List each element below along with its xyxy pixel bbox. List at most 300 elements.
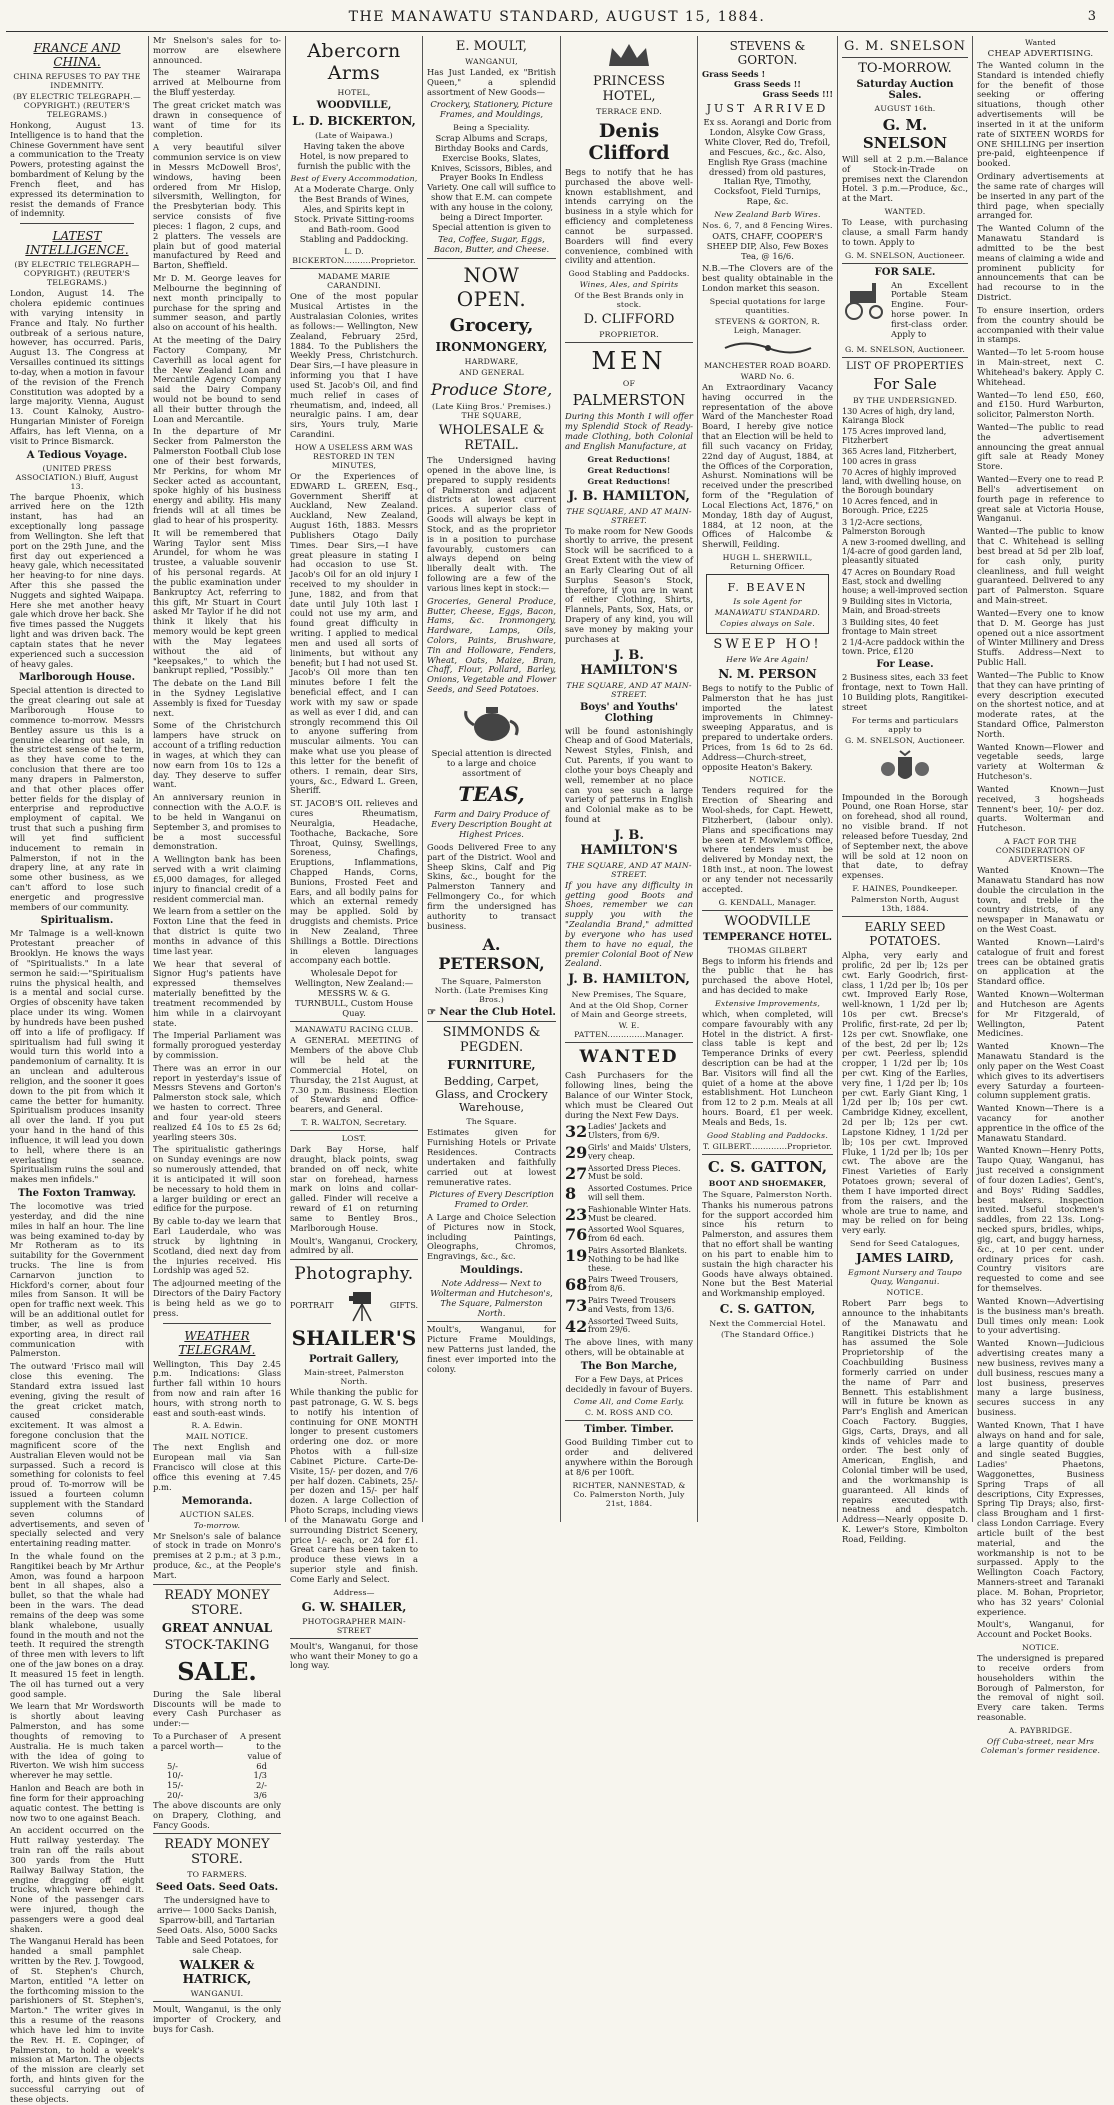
- gallery-address: Main-street, Palmerston North.: [303, 1368, 405, 1387]
- article-text: The outward 'Frisco mail will close this evening. The Standard extra issued last evening, giving the result of the great cricket match, caused considerable excitement. It was almost a foregone conclusion that the magnificent score of the Australian Eleven would not be surpassed. Such a record is something for colonists to feel proud of. To-morrow will be issued a fourteen column supplement with the Standard seven columns of advertisements, and seven of specially selected and very entertaining reading matter.: [10, 1361, 144, 1549]
- moult-speciality: Being a Speciality.: [453, 123, 530, 133]
- divider: [427, 1021, 556, 1022]
- bickerton-name: L. D. BICKERTON,: [292, 114, 416, 128]
- headline-tedious-voyage: A Tedious Voyage.: [26, 449, 128, 461]
- masthead: [0, 0, 1114, 32]
- article-text: The Imperial Parliament was formally prorogued yesterday by commission.: [153, 1030, 281, 1060]
- grocery-heading: Grocery,: [449, 315, 534, 337]
- gilbert-signature: T. GILBERT..............Proprietor.: [702, 1141, 833, 1151]
- headline-weather: WEATHER TELEGRAM.: [178, 1328, 256, 1357]
- princess-heading: PRINCESS HOTEL,: [592, 74, 666, 104]
- patten-manager: W. E. PATTEN..............Manager.: [574, 1021, 684, 1040]
- divider: [163, 1323, 271, 1324]
- august-16: AUGUST 16th.: [874, 104, 936, 113]
- catalogues: Send for Seed Catalogues,: [850, 1239, 960, 1249]
- beaven-name: F. BEAVEN: [727, 580, 808, 594]
- sale-text: During the Sale liberal Discounts will be made to every Cash Purchaser as under:—: [153, 1688, 281, 1729]
- gifts-label: GIFTS.: [389, 1300, 418, 1310]
- photography-heading: Photography.: [294, 1264, 414, 1285]
- wanted-row-count: 19: [565, 1245, 588, 1265]
- carandini-heading: MADAME MARIE CARANDINI.: [317, 272, 391, 291]
- wanted-item: Wanted Known—Wolterman and Hutcheson are Agents for Mr Fitzgerald, of Wellington, Patent Medicines.: [977, 989, 1104, 1039]
- wanted-row: [565, 1206, 693, 1224]
- sale-row-amount: 10/-: [167, 1770, 184, 1781]
- lines-text: Groceries, General Produce, Butter, Cheese, Eggs, Bacon, Hams, &c. Ironmongery, Hardware, Lamps, Oils, Colors, Paints, Brushware, Tin and Holloware, Fenders, Wheat, Oats, Maize, Bran, Chaff, Flour, Pollard, Barley, Onions, Vegetable and Flower Seeds, and Seed Potatoes.: [427, 595, 556, 695]
- moult-items: Crockery, Stationery, Picture Frames, and Mouldings,: [430, 99, 553, 120]
- masthead-rule: [6, 31, 1108, 32]
- reductions-1: Great Reductions!: [587, 454, 671, 464]
- to-farmers: TO FARMERS.: [187, 1870, 247, 1880]
- sweep-heading: SWEEP HO!: [713, 636, 822, 652]
- bickerton-text-2: At a Moderate Charge. Only the Best Brands of Wines, Ales, and Spirits kept in Stock. Private Sitting-rooms and Bath-room. Good Stabling and Paddocking.: [294, 184, 414, 244]
- wanted-row-count: 76: [565, 1225, 588, 1245]
- wanted-item: Wanted—Every one to read P. Bell's advertisement on fourth page in reference to great sale at Victoria House, Wanganui.: [977, 474, 1104, 524]
- sale-row-amount: 20/-: [167, 1790, 184, 1801]
- peterson-heading: A. PETERSON,: [438, 935, 545, 974]
- wanted-heading: WANTED: [579, 1047, 679, 1068]
- article-text: In the departure of Mr Secker from Palmerston the Palmerston Football Club lose one of their best forwards, Mr Perkins, for whom Mr Secker acted as accountant, spoke highly of his business energy and ability. His many friends will at all times be glad to hear of his prosperity.: [153, 426, 281, 525]
- article-text: By cable to-day we learn that Earl Lauderdale, who was struck by lightning in Scotland, died next day from the injuries received. His Lordship was aged 52.: [153, 1216, 281, 1276]
- come-all: Come All, and Come Early.: [573, 1397, 685, 1407]
- wanted-row-count: 73: [565, 1295, 588, 1315]
- moult-ad: Moult's, Wanganui, for those who want their Money to go a long way.: [290, 1640, 418, 1671]
- timber-heading: Timber. Timber.: [584, 1424, 674, 1436]
- headline-france-china: FRANCE AND CHINA.: [33, 41, 121, 69]
- column-3: [286, 36, 423, 1671]
- during-text: During this Month I will offer my Splendid Stock of Ready-made Clothing, both Colonial and English Manufacture, at: [565, 411, 693, 451]
- and-general-label: AND GENERAL: [459, 368, 524, 378]
- column-2: [149, 35, 286, 2034]
- wanted-heading: WANTED.: [884, 207, 926, 217]
- stevens-signature: STEVENS & GORTON, R. Leigh, Manager.: [714, 316, 821, 335]
- engine-row: [842, 281, 968, 343]
- divider: [290, 1638, 418, 1639]
- person-name: N. M. PERSON: [718, 666, 817, 681]
- wanted-row-count: 27: [565, 1163, 588, 1183]
- great-annual: GREAT ANNUAL: [161, 1620, 273, 1635]
- wanted-row-text: Fashionable Winter Hats. Must be cleared.: [588, 1204, 692, 1223]
- article-text: An accident occurred on the Hutt railway yesterday. The train ran off the rails about 300 yards from the Hutt Railway Bailway Station, the engine dragging off eight trucks, which were behind it. None of the passenger cars were injured, though the passengers were a good deal shaken.: [10, 1825, 144, 1934]
- article-text: Some of the Christchurch lampers have struck on account of a trifling reduction in wages, at which they can now earn from 10s to 12s a day. They deserve to suffer want.: [153, 720, 281, 790]
- hardware-label: HARDWARE,: [464, 357, 519, 367]
- proprietor: PROPRIETOR.: [599, 330, 659, 340]
- shailer-name: G. W. SHAILER,: [301, 1599, 407, 1614]
- article-text: The adjourned meeting of the Directors of the Dairy Factory is being held as we go to press.: [153, 1278, 281, 1318]
- hamilton-1: J. B. HAMILTON,: [568, 488, 690, 504]
- gilbert-text: Begs to inform his friends and the public that he has purchased the above Hotel, and has decided to make: [702, 955, 833, 996]
- divider: [565, 1420, 693, 1421]
- subhead-indemnity: CHINA REFUSES TO PAY THE INDEMNITY.: [13, 72, 141, 90]
- divider: [842, 357, 968, 358]
- notice-heading: NOTICE.: [748, 775, 787, 785]
- wanted-intro: The Wanted column in the Standard is intended chiefly for the benefit of those seeking or offering situations, though other advertisements will be inserted in it at the uniform rate of SIXTEEN WORDS for ONE SHILLING per insertion pre-paid, eighteenpence if booked.: [977, 60, 1104, 169]
- wanted-row-text: Girls' and Maids' Ulsters, very cheap.: [588, 1143, 692, 1161]
- headline-foxton: The Foxton Tramway.: [17, 1188, 137, 1200]
- woodville-heading: WOODVILLE: [724, 913, 811, 929]
- hamilton-2: J. B. HAMILTON'S: [580, 647, 678, 678]
- article-text: The steamer Wairarapa arrived at Melbourne from the Bluff yesterday.: [153, 67, 281, 98]
- fencing-wires: Nos. 6, 7, and 8 Fencing Wires.: [702, 220, 833, 230]
- nightsoil-text: The undersigned is prepared to receive orders from householders within the Borough of Palmerston, for the removal of night soil. Every care taken. Terms reasonable.: [977, 1653, 1104, 1723]
- wanted-row: [565, 1297, 693, 1315]
- wanted-item: Wanted Known—Just received, 3 hogsheads Tennent's beer, 10/- per doz. quarts. Wolterman and Hutcheson.: [977, 783, 1104, 834]
- divider: [153, 1584, 281, 1585]
- source-line: (BY ELECTRIC TELEGRAPH.—COPYRIGHT.) (REUTER'S TELEGRAMS.): [13, 92, 141, 119]
- wanted-item: Wanted Known—There is a vacancy for another apprentice in the office of the Manawatu Standard.: [977, 1103, 1104, 1143]
- wanted-row: [565, 1276, 693, 1294]
- wanted-item: Moult's, Wanganui, for Account and Pocket Books.: [977, 1619, 1104, 1640]
- just-arrived: JUST ARRIVED: [706, 102, 829, 116]
- sale-col-left: To a Purchaser of a parcel worth—: [153, 1731, 228, 1751]
- by-undersigned: BY THE UNDERSIGNED.: [852, 395, 957, 405]
- boys-text: will be found astonishingly Cheap and of Good Materials, Newest Styles, Finish, and Cut. Parents, if you want to clothe your boys Cheaply and well, remember at no place can you see such a large variety of patterns in English and Colonial make as to be found at: [565, 725, 693, 824]
- saturday-sales: Saturday Auction Sales.: [856, 79, 954, 101]
- gilbert-text-2: which, when completed, will compare favourably with any Hotel in the district. A first-class table is kept and Temperance Drinks of every description can be had at the Bar. Visitors will find all the quiet of a home at the above establishment. Hot Luncheon from 12 to 2 p.m. Meals at all hours. Board, £1 per week. Meals and Beds, 1s.: [702, 1008, 833, 1127]
- beaven-sub: Is sole Agent for: [733, 596, 802, 606]
- sale-row-present: 3/6: [253, 1790, 267, 1801]
- wanted-row: [565, 1165, 693, 1183]
- produce-store-heading: Produce Store,: [430, 380, 553, 400]
- timber-text: Good Building Timber cut to order and delivered anywhere within the Borough at 8/6 per 100ft.: [565, 1437, 693, 1477]
- article-text: The locomotive was tried yesterday, and did the nine miles in half an hour. The line was being examined to-day by Mr Rotheram as to its suitability for the Government trucks. The line is from Carnarvon junction to Hickford's corner, about four miles from Sanson. It will be open for traffic next week. This will be an additional outlet for timber, as well as produce exporting area, in direct rail communication with Palmerston.: [10, 1201, 144, 1359]
- sale-table-header: [153, 1732, 281, 1761]
- article-text: Special attention is directed to the great clearing out sale at Marlborough House to commence to-morrow. Messrs Bentley assure us this is a genuine clearing out sale, in the strictest sense of the term, as they have come to the conclusion that there are too many drapers in Palmerston, and that other places offer better fields for the display of enterprise and reproductive employment of capital. We trust that such a pushing firm will yet find sufficient inducement to remain in Palmerston, if not in the drapery line, at any rate in some other business, as we can't afford to lose such energetic and progressive members of our community.: [10, 685, 144, 912]
- peterson-address: The Square, Palmerston North. (Late Premises King Bros.): [434, 977, 549, 1005]
- stevens-heading: STEVENS & GORTON.: [729, 39, 806, 67]
- engine-text: An Excellent Portable Steam Engine. Four-horse power. In first-class order. Apply to: [891, 279, 968, 339]
- crown-icon: [604, 40, 654, 70]
- moult-text: Has Just Landed, ex "British Queen," a splendid assortment of New Goods—: [427, 67, 556, 97]
- wanted-item: Wanted Known, That I have always on hand and for sale, a large quantity of double and single seated Buggies, Ladies' Phaetons, Waggonettes, Business Spring Traps of all descriptions, City Expresses, Spring Tip Drays; also, first-class Brougham and 1 first-class London Carriage. Every article built of the best material, and the workmanship is not to be surpassed. Apply to the Wellington Coach Factory, Manners-street and Taranaki place. M. Bohan, Proprietor, who has 32 years' Colonial experience.: [977, 1419, 1104, 1617]
- paybridge-address: Off Cuba-street, near Mrs Coleman's former residence.: [980, 1736, 1101, 1755]
- list-heading: LIST OF PROPERTIES: [846, 360, 964, 372]
- article-text: In the whale found on the Rangitikei beach by Mr Arthur Amon, was found a harpoon bent in all shapes, also a bullet, so that the whale had been in the wars. The dead remains of the deep was some blank whalebone, usually found in the mouth and not the teeth. It required the strength of three men with levers to lift one of the jaw bones on a dray. It measured 15 feet in length. The oil has turned out a very good sample.: [10, 1551, 144, 1699]
- potatoes-heading: EARLY SEED POTATOES.: [864, 920, 946, 949]
- farm-text: Farm and Dairy Produce of Every Description Bought at Highest Prices.: [431, 809, 552, 840]
- arm-text: Or the Experiences of EDWARD L. GREEN, Esq., Government Sheriff at Auckland, New Zealand. Auckland, New Zealand, August 16th, 1883. Messrs Publishers Otago Daily Times. Dear Sirs,—I have great pleasure in stating I had occasion to use St. Jacob's Oil for an old injury I received to my shoulder in June, 1882, and from that date until July 10th last I could not use my arm, and found great difficulty in writing. I applied to medical men and used all sorts of liniments, but without any benefit; but I had not used St. Jacob's Oil more than ten minutes before I felt the beneficial effect, and I can work with my saw or spade as well as ever I did, and can strongly recommend this Oil to anyone suffering from muscular ailments. You can make what use you please of this letter for the benefit of others. I remain, dear Sirs, yours, &c., Edward L. Green, Sheriff.: [290, 470, 418, 796]
- wanted-item: Wanted Known—Laird's catalogue of fruit and forest trees can be obtained gratis on application at the Standard office.: [977, 936, 1104, 987]
- grass-1: Grass Seeds !: [702, 69, 766, 79]
- ward-label: WARD No. 6.: [740, 371, 795, 381]
- wanted-item: Wanted—The public to read the advertisement announcing the great annual gift sale at Ready Money Store.: [977, 421, 1104, 472]
- teapot-icon: [462, 699, 522, 745]
- property-item: 70 Acres of highly improved land, with dwelling house, on the Borough boundary: [842, 467, 962, 496]
- reductions-2: Great Reductions!: [587, 465, 671, 475]
- divider: [842, 57, 968, 58]
- headline-marlborough: Marlborough House.: [18, 672, 136, 684]
- parr-text: Robert Parr begs to announce to the inhabitants of the Manawatu and Rangitikei Districts that he has assumed the Sole Proprietorship of the Coachbuilding Business formerly carried on under the name of Parr and Bennett. This establishment will in future be known as Parr's English and American Coach Factory. Buggies, Gigs, Carts, Drays, and all kinds of vehicles made to order. The best only of American, English, and Colonial timber will be used, and the workmanship is guaranteed. All kinds of repairs executed with neatness and despatch. Address—Nearly opposite D. K. Lewer's Store, Kimbolton Road, Feilding.: [842, 1298, 968, 1544]
- racing-signature: T. R. WALTON, Secretary.: [301, 1118, 407, 1128]
- headline-memoranda: Memoranda.: [181, 1495, 253, 1507]
- palmerston-heading: PALMERSTON: [572, 391, 686, 410]
- gms-text: Will sell at 2 p.m.—Balance of Stock-in-Trade on premises next the Clarendon Hotel. 3 p.m.—Produce, &c., at the Mart.: [842, 154, 968, 204]
- wanted-row-text: Pairs Assorted Blankets. Nothing to be had like these.: [588, 1245, 687, 1273]
- wholesale-heading: WHOLESALE & RETAIL.: [438, 423, 545, 454]
- wanted-item: Wanted Known—Advertising is the business man's breath. Dull times only mean: Look to your advertising.: [977, 1295, 1104, 1336]
- divider: [427, 258, 556, 259]
- divider: [842, 916, 968, 917]
- tomorrow-heading: TO-MORROW.: [858, 61, 952, 76]
- special-quotes: Special quotations for large quantities.: [709, 296, 826, 315]
- grass-3: Grass Seeds !!!: [762, 88, 833, 99]
- shailer-heading: SHAILER'S: [291, 1326, 417, 1351]
- gatton-next: Next the Commercial Hotel.: [709, 1319, 826, 1329]
- ready-money-heading-2: READY MONEY STORE.: [164, 1837, 270, 1868]
- source-line: (BY ELECTRIC TELEGRAPH—COPYRIGHT.) (REUTER'S TELEGRAMS.): [14, 260, 140, 288]
- beaven-paper: MANAWATU STANDARD.: [714, 607, 821, 617]
- memo-heading: AUCTION SALES.: [179, 1509, 255, 1519]
- wanted-row: [565, 1123, 693, 1141]
- barb-wires: New Zealand Barb Wires.: [714, 209, 821, 219]
- wanted-row: [565, 1226, 693, 1244]
- gatton-heading: C. S. GATTON,: [707, 1157, 828, 1176]
- beaven-copies: Copies always on Sale.: [720, 618, 815, 628]
- portrait-label: PORTRAIT: [290, 1300, 334, 1310]
- wanted-row-text: Assorted Wool Squares, from 6d each.: [588, 1225, 685, 1244]
- wanted-text: Cash Purchasers for the following lines, being the Balance of our Winter Stock, which must be Cleared Out during the Next Few Days.: [565, 1070, 693, 1120]
- old-shop: And at the Old Shop, Corner of Main and George streets,: [569, 1001, 689, 1020]
- impounded-date: Palmerston North, August 13th, 1884.: [850, 895, 960, 914]
- mouldings-text: Note Address— Next to Wolterman and Hutcheson's, The Square, Palmerston North.: [430, 1278, 553, 1318]
- club-hotel-label: Near the Club Hotel.: [439, 1007, 556, 1019]
- for-sale-heading: FOR SALE.: [874, 266, 936, 278]
- gatton-address: The Square, Palmerston North.: [702, 1189, 833, 1199]
- men-heading: MEN: [591, 347, 667, 376]
- laird-name: JAMES LAIRD,: [856, 1251, 954, 1266]
- wanted-signature: G. M. SNELSON, Auctioneer.: [844, 250, 966, 260]
- seed-text: The undersigned have to arrive— 1000 Sacks Danish, Sparrow-bill, and Tartarian Seed Oats. Also, 5000 Sacks Table and Seed Potatoes, for sale Cheap.: [156, 1895, 278, 1955]
- wanted-row: [565, 1318, 693, 1336]
- timber-signature: RICHTER, NANNESTAD, & Co. Palmerston North, July 21st, 1884.: [572, 1480, 686, 1508]
- bickerton-sub: (Late of Waipawa.): [315, 131, 393, 140]
- bon-text: For a Few Days, at Prices decidedly in favour of Buyers.: [565, 1373, 693, 1394]
- article-text: It will be remembered that Waring Taylor sent Miss Arundel, for whom he was trustee, a valuable souvenir of his personal regards. At the public examination under Bankruptcy Act, referring to this gift, Mr Stuart in Court asked Mr Taylor if he did not think it likely that his memory would be kept green with the May legatees without the aid of "keepsakes," to which the bankrupt replied, "Possibly.": [153, 527, 281, 676]
- walker-hatrick: WALKER & HATRICK,: [179, 1958, 255, 1987]
- brands: Of the Best Brands only in stock.: [574, 291, 684, 310]
- divider: [565, 342, 693, 343]
- wanted-item: Wanted Known—Henry Potts, Taupo Quay, Wanganui, has just received a consignment of four dozen Ladies', Gent's, and Boys' Riding Saddles, best makers. Inspection invited. Useful stockmen's saddles, from 22 13s. Long-necked spurs, bridles, whips, gig, cart, and buggy harness, &c., at 10 per cent. under ordinary prices for cash. Country visitors are requested to come and see for themselves.: [977, 1145, 1104, 1294]
- wanted-row-count: 8: [565, 1184, 577, 1204]
- divider: [702, 1154, 833, 1155]
- wanted-row-text: Assorted Dress Pieces. Must be sold.: [588, 1163, 681, 1182]
- divider: [565, 1042, 693, 1043]
- wanted-row-text: Ladies' Jackets and Ulsters, from 6/9.: [588, 1122, 667, 1141]
- property-item: 365 Acres land, Fitzherbert, 100 acres in grass: [842, 447, 957, 466]
- snelson-heading: G. M. SNELSON: [843, 39, 967, 54]
- manchester-heading: MANCHESTER ROAD BOARD.: [704, 360, 831, 370]
- wanted-item: Wanted Known—The Manawatu Standard has now double the circulation in the town, and treble in the country districts, of any newspaper in Manawatu or on the West Coast.: [977, 865, 1104, 935]
- produce-sub: (Late Kiing Bros.' Premises.) THE SQUARE,: [431, 402, 552, 421]
- moult-ad: Moult's, Wanganui, Crockery, admired by all.: [290, 1235, 418, 1256]
- boots-text: If you have any difficulty in getting good Boots and Shoes, remember we can supply you with the "Zealandia Brand," admitted by everyone who has used them to have no equal, the premier Colonial Boot of New Zealand.: [565, 879, 693, 969]
- divider: [290, 1130, 418, 1131]
- headline-latest: LATEST INTELLIGENCE.: [25, 229, 129, 258]
- article-text: Mr D. M. George leaves for Melbourne the beginning of next month principally to purchase for the spring and summer season, and partly also on account of his health.: [153, 273, 281, 333]
- gms-heading: G. M. SNELSON: [862, 116, 948, 152]
- sale-row-amount: 5/-: [167, 1760, 178, 1771]
- wanted-row-count: 32: [565, 1122, 588, 1142]
- notice-text: Tenders required for the Erection of Shearing and Wool-sheds, for Capt. Hewett, Fitzherbert, (labour only). Plans and specifications may be seen at F. Mowlem's Office, where tenders must be delivered by Monday next, the 18th inst., at noon. The lowest or any tender not necessarily accepted.: [702, 785, 833, 894]
- wanted-row-count: 23: [565, 1204, 588, 1224]
- depot-text: Wholesale Depot for Wellington, New Zealand:— MESSRS W. & G. TURNBULL, Custom House Quay.: [294, 968, 414, 1018]
- article-text: Mr Talmage is a well-known Protestant preacher of Brooklyn. He knows the ways of "Spiritualists." In a late sermon he said:—"Spiritualism ruins the physical health, and is a mental and social curse. Orgies of obscenity have taken place under its wing. Women by hundreds have been pushed off into a life of profligacy. If spiritualism had full swing it would turn this world into a pandemonium of carnality. It is an unclean and adulterous religion, and the sooner it goes down to the pit from which it came the better for humanity. Spiritualism produces insanity all over the land. If you put your hand in the hand of this influence, it will lead you down to hell, where there is an everlasting seance. Spiritualism ruins the soul and makes men infidels.": [10, 928, 144, 1185]
- hamilton-address: THE SQUARE, AND AT MAIN-STREET.: [566, 860, 692, 879]
- shailer-text: While thanking the public for past patronage, G. W. S. begs to notify his intention of continuing for ONE MONTH longer to present customers ordering one doz. or more Photos with a full-size Cabinet Picture. Carte-De-Visite, 15/- per dozen, and 7/6 per half dozen. Cabinets, 25/- per dozen and 15/- per half dozen. A large Collection of Photo Scraps, including views of the Manawatu Gorge and surrounding District Scenery, price 1/- each, or 24 for £1. Great care has been taken to produce these views in a superior style and finish. Come Early and Select.: [290, 1387, 418, 1584]
- wanted-items-2: [977, 866, 1104, 1640]
- wanted-item: Wanted—To let 5-room house in Main-street, next C. Whitehead's bakery. Apply C. Whitehead.: [977, 347, 1104, 387]
- for-sale-heading-2: For Sale: [873, 374, 937, 393]
- wanted-item: Wanted Known—Flower and vegetable seeds, large variety at Wolterman & Hutcheson's.: [977, 741, 1104, 782]
- moult-ad: Moult's, Wanganui, for Picture Frame Mouldings, new Patterns just landed, the finest ever imported into the colony.: [427, 1324, 556, 1374]
- ross-name: C. M. ROSS AND CO.: [584, 1408, 674, 1418]
- woodville-label: WOODVILLE,: [316, 100, 392, 111]
- article-text: The Wanganui Herald has been handed a small pamphlet written by the Rev. J. Towgood, of St. Stephen's Church, Marton, entitled "A letter on the forthcoming mission to the parishioners of St. Stephen's, Marton." The writer gives in this a resume of the reasons which have led him to invite the Rev. H. E. Copinger, of Palmerston, to hold a week's mission at Marton. The objects of the mission are clearly set forth, and hints given for the successful carrying out of these objects.: [10, 1936, 144, 2104]
- property-item: 130 Acres of high, dry land, Kairanga Block: [842, 406, 955, 425]
- ironmongery-heading: IRONMONGERY,: [435, 340, 548, 355]
- bedding-heading: Bedding, Carpet, Glass, and Crockery Warehouse,: [435, 1075, 548, 1115]
- potatoes-text: Alpha, very early and prolific, 2d per lb; 12s per cwt. Early Goodrich, first-class, 1 1/2d per lb; 10s per cwt. Improved Early Rose, well-known, 1 1/2d per lb; 10s per cwt. Brecse's Prolific, first-rate, 2d per lb; 12s per cwt. Snowflake, one of the best, 2d per lb; 12s per cwt. Peerless, splendid cropper, 1 1/2d per lb; 10s per cwt. King of the Earlies, very fine, 1 1/2d per lb; 10s per cwt. Early Giant King, 1 1/2d per lb; 10s per cwt. Cambridge Kidney, excellent, 2d per lb; 12s per cwt. Lapstone Kidney, 1 1/2d per lb; 10s per cwt. Improved Fluke, 1 1/2d per lb; 10s per cwt. The above are the Finest Varieties of Early Potatoes grown; several of them I have imported direct from the raisers, and the whole are true to name, and may be relied on for being very early.: [842, 950, 968, 1236]
- pictures-heading: Pictures of Every Description Framed to Order.: [429, 1189, 554, 1210]
- fact-heading: A FACT FOR THE CONSIDERATION OF ADVERTISERS.: [995, 837, 1086, 865]
- pictures-text: A Large and Choice Selection of Pictures now in Stock, including Paintings, Oleographs, Chromos, Engravings, &c., &c.: [427, 1212, 556, 1262]
- divider: [20, 223, 134, 224]
- moult-text-2: Scrap Albums and Scraps, Birthday Books and Cards, Exercise Books, Slates, Knives, Scissors, Bibles, and Prayer Books In Endless Variety. One call will suffice to show that E.M. can compete with any house in the colony, being a Direct Importer. Special attention is given to: [427, 133, 556, 232]
- memo-text: Mr Snelson's sale of balance of stock in trade on Monro's premises at 2 p.m.; at 3 p.m., produce, &c., at the People's Mart.: [153, 1530, 281, 1580]
- mouldings-heading: Mouldings.: [460, 1265, 523, 1277]
- wanted-item: Wanted Known—The Manawatu Standard is the only paper on the West Coast which gives to its advertisers every Saturday a fourteen-column supplement gratis.: [977, 1041, 1104, 1101]
- article-text: At the meeting of the Dairy Factory Company, Mr Caverhill as local agent for the New Zealand Loan and Mercantile Agency Company said the Dairy Company would not be bound to send all their butter through the Loan and Mercantile.: [153, 335, 281, 424]
- racing-text: A GENERAL MEETING of Members of the above Club will be held at the Commercial Hotel, on Thursday, the 21st August, at 7.30 p.m. Business: Election of Stewards and Office-bearers, and General.: [290, 1035, 418, 1115]
- beaven-box: [706, 574, 829, 634]
- bon-marche: The Bon Marche,: [580, 1360, 678, 1372]
- article-text: An anniversary reunion in connection with the A.O.F. is to be held in Wanganui on September 3, and promises to be a most successful demonstration.: [153, 792, 282, 852]
- wanted-label: Wanted: [1025, 38, 1056, 47]
- st-jacobs-text: ST. JACOB'S OIL relieves and cures Rheumatism, Neuralgia, Headache, Toothache, Backache, Sore Throat, Quinsy, Swellings, Soreness, Chafings, Eruptions, Inflammations, Chapped Hands, Corns, Bunions, Frosted Feet and Ears, and all bodily pains for which an external remedy may be applied. Sold by druggists and chemists. Price in New Zealand, Three Shillings a Bottle. Directions in eleven languages accompany each bottle.: [290, 798, 418, 966]
- memo-sub: To-morrow.: [193, 1520, 241, 1530]
- teas-text: Special attention is directed to a large and choice assortment of: [431, 747, 552, 778]
- moult-town: WANGANUI,: [465, 57, 518, 66]
- manchester-text: An Extraordinary Vacancy having occurred in the representation of the above Ward of the Manchester Road Board, I hereby give notice that an Election will be held to fill such vacancy on Friday, 22nd day of August, 1884, at the Offices of the Corporation, Ashurst. Nominations will be received under the prescribed form of the "Regulation of Local Elections Act, 1876," on Monday, 18th day of August, 1884, at 12 noon, at the Offices of Halcombe & Sherwill, Feilding.: [702, 381, 833, 550]
- sale-row-present: 1/3: [253, 1770, 267, 1781]
- newspaper-title: THE MANAWATU STANDARD, AUGUST 15, 1884.: [348, 9, 766, 25]
- sale-footer: The above discounts are only on Drapery, Clothing, and Fancy Goods.: [153, 1799, 281, 1830]
- haines-signature: F. HAINES, Poundkeeper.: [852, 884, 958, 894]
- divider: [427, 1321, 556, 1322]
- abercorn-heading: Abercorn Arms: [307, 40, 401, 84]
- lost-heading: LOST.: [341, 1134, 367, 1144]
- of-label: OF: [622, 379, 636, 389]
- seed-oats-heading: Seed Oats. Seed Oats.: [155, 1882, 279, 1894]
- gatton-office: (The Standard Office.): [721, 1330, 814, 1340]
- gatton-signature: C. S. GATTON,: [719, 1302, 816, 1317]
- clifford-text: Begs to notify that he has purchased the above well-known establishment, and intends carrying on the business in a style which for efficiency and completeness cannot be surpassed. Boarders will find every convenience, combined with civility and attention.: [565, 167, 693, 266]
- person-text: Begs to notify to the Public of Palmerston that he has just imported the latest improvements in Chimney-sweeping Apparatus, and is prepared to undertake orders. Prices, from 1s 6d to 2s 6d. Address—Church-street, opposite Heaton's Bakery.: [702, 682, 833, 772]
- bickerton-signature: L. D. BICKERTON..........Proprietor.: [292, 247, 416, 266]
- gallery-heading: Portrait Gallery,: [308, 1354, 400, 1366]
- new-premises: New Premises, The Square,: [571, 990, 687, 1000]
- headline-spiritualism: Spiritualism.: [40, 915, 114, 927]
- article-text: We learn from a settler on the Foxton Line that the feed in that district is quite two months in advance of this time last year.: [153, 906, 281, 956]
- improvements: Extensive Improvements,: [715, 998, 820, 1008]
- sale-heading: SALE.: [177, 1656, 257, 1686]
- wholesale-text: The Undersigned having opened in the above line, is prepared to supply residents of Palmerston and adjacent districts at lowest current prices. A superior class of Goods will always be kept in Stock, and as the proprietor is in a position to purchase favourably, customers can always depend on being liberally dealt with. The following are a few of the various lines kept in stock:—: [427, 455, 556, 593]
- hamilton-address: THE SQUARE, AND AT MAIN-STREET.: [566, 680, 692, 699]
- column-5: [561, 36, 698, 1522]
- bickerton-accommodation: Best of Every Accommodation,: [290, 174, 418, 184]
- column-7: [838, 36, 973, 1544]
- boot-label: BOOT AND SHOEMAKER,: [708, 1178, 827, 1188]
- wanted-intro-3: The Wanted Column of the Manawatu Standard is admitted to be the best means of claiming a wide and prominent publicity for announcements that can be had recourse to in the District.: [977, 223, 1104, 303]
- bickerton-text: Having taken the above Hotel, is now prepared to furnish the public with the: [297, 141, 411, 171]
- denis-clifford: Denis Clifford: [588, 120, 670, 164]
- wanted-row: [565, 1185, 693, 1203]
- kendall-signature: G. KENDALL, Manager.: [718, 897, 817, 907]
- hamilton-text: To make room for New Goods shortly to arrive, the present Stock will be sacrificed to a Great Extent with the view of an Early Clearing Out of all Surplus Season's Stock, therefore, if you are in want of either Clothing, Shirts, Flannels, Pants, Sox, Hats, or Drapery of any kind, you will save money by making your purchases at: [565, 525, 693, 644]
- wanted-item: Wanted—Every one to know that D. M. George has just opened out a nice assortment of Winter Millinery and Dress Stuffs. Address—Next to Public Hall.: [977, 607, 1104, 668]
- here-we-are: Here We Are Again!: [726, 654, 809, 664]
- wanted-text: To Lease, with purchasing clause, a small Farm handy to town. Apply to: [842, 217, 968, 247]
- gatton-text: Thanks his numerous patrons for the support accorded him since his return to Palmerston, and assures them that no effort shall be wanting on his part to enable him to sustain the high character his Goods have always obtained. None but the Best Material and Workmanship employed.: [702, 1199, 833, 1299]
- property-item: 2 1/4-Acre paddock within the town. Price, £120: [842, 637, 965, 657]
- sale-table: [153, 1762, 281, 1801]
- cheap-advertising: CHEAP ADVERTISING.: [987, 49, 1094, 59]
- article-text: Hanlon and Beach are both in fine form for their approaching aquatic contest. The betting is now two to one against Beach.: [10, 1783, 144, 1823]
- notice-heading: NOTICE.: [1021, 1643, 1060, 1653]
- sherwill-signature: HUGH L. SHERWILL, Returning Officer.: [722, 552, 813, 571]
- page-number: 3: [1087, 9, 1096, 24]
- property-item: A new 3-roomed dwelling, and 1/4-acre of good garden land, pleasantly situated: [842, 538, 966, 566]
- wanted-item: Wanted—The public to know that C. Whitehead is selling best bread at 5d per 2lb loaf, for cash only, purity cleanliness, and full weight guaranteed. Delivered to any part of Palmerston. Square and Main-street.: [977, 526, 1104, 606]
- impounded-text: Impounded in the Borough Pound, one Roan Horse, star on forehead, shod all round, no visible brand. If not released before Tuesday, 2nd of September next, the above will be sold at 12 noon on that date, to defray expenses.: [842, 791, 968, 881]
- weather-signature: R. A. Edwin.: [191, 1421, 243, 1431]
- sale-col-right: A present to the value of: [239, 1731, 281, 1761]
- column-1: [6, 36, 149, 2104]
- sale-row-present: 6d: [256, 1760, 267, 1771]
- camera-icon: [347, 1288, 377, 1322]
- carandini-text: One of the most popular Musical Artistes in the Australasian Colonies, writes as follows:— Wellington, New Zealand, February 25rd, 1884. To the Publishers the Weekly Press, Christchurch. Dear Sirs,—I have pleasure in informing you that I have used St. Jacob's Oil, and find much relief in cases of rheumatism, and, indeed, all neuralgic pains. I am, dear sirs, Yours truly, Marie Carandini.: [290, 291, 418, 440]
- headline-mail: MAIL NOTICE.: [185, 1432, 249, 1442]
- stabling: Good Stabling and Paddocks.: [568, 269, 690, 279]
- article-text: London, August 14. The cholera epidemic continues with varying intensity in France and Italy. No further outbreak of a serious nature, however, has occurred. Paris, August 13. The Congress at Versailles continued its sittings to-day, when a motion in favour of the revision of the French Constitution was adopted by a large majority. Vienna, August 13. Count Kalnoky, Austro-Hungarian Minister of Foreign Affairs, has left Vienna, on a visit to Prince Bismarck.: [10, 288, 144, 446]
- engine-signature: G. M. SNELSON, Auctioneer.: [844, 344, 966, 354]
- clifford-name: D. CLIFFORD: [583, 312, 675, 328]
- column-8: [973, 36, 1108, 1755]
- wanted-intro-4: To ensure insertion, orders from the country should be accompanied with their value in stamps.: [977, 304, 1104, 345]
- divider: [153, 2001, 281, 2002]
- weather-text: Wellington, This Day 2.45 p.m. Indications: Glass further fall within 10 hours from now and rain after 16 hours, with strong north to east and south-east winds.: [153, 1358, 281, 1418]
- wanted-row-text: Pairs Tweed Trousers, from 8/6.: [588, 1275, 679, 1294]
- laird-address: Egmont Nursery and Taupo Quay, Wanganui.: [847, 1268, 963, 1287]
- article-text: The spiritualistic gatherings on Sunday evenings are now so numerously attended, that it is anticipated it will soon be necessary to hold them in a larger building or erect an edifice for the purpose.: [153, 1144, 281, 1214]
- stevens-text: Ex ss. Aorangi and Doric from London, Alsyke Cow Grass, White Clover, Red do, Trefoil, and Fescues, &c., &c. Also, English Rye Grass (machine dressed) from old pastures, Italian Rye, Timothy, Cocksfoot, Field Turnips, Rape, &c.: [703, 117, 832, 207]
- wanted-item: Wanted Known—Judicious advertising creates many a new business, revives many a dull business, rescues many a lost business, preserves many a large business, secures success in any business.: [977, 1338, 1104, 1417]
- property-item: 9 Building sites in Victoria, Main, and Broad-streets: [842, 597, 953, 616]
- lease-signature: G. M. SNELSON, Auctioneer.: [844, 735, 966, 745]
- source-line: (UNITED PRESS ASSOCIATION.) Bluff, August 13.: [15, 463, 139, 491]
- wanted-row-text: Pairs Tweed Trousers and Vests, from 13/6.: [588, 1295, 676, 1314]
- steam-engine-icon: [842, 281, 888, 321]
- column-4: [423, 36, 561, 1522]
- notice-heading: NOTICE.: [886, 1288, 924, 1298]
- wanted-row-count: 68: [565, 1275, 588, 1295]
- moult-heading: E. MOULT,: [455, 39, 528, 54]
- nb-text: N.B.—The Clovers are of the best quality obtainable in the London market this season.: [702, 263, 833, 294]
- sale-row-present: 2/-: [256, 1780, 267, 1791]
- lost-text: Dark Bay Horse, half draught, black points, swag branded on off neck, white star on forehead, harness mark on loins and collar-galled. Finder will receive a reward of £1 on returning same to Bentley Bros., Marlborough House.: [290, 1144, 418, 1233]
- property-item: 3 Building sites, 40 feet frontage to Main street: [842, 617, 939, 636]
- lease-text: 2 Business sites, each 33 feet frontage, next to Town Hall. 10 Building plots, Rangitikei-street: [842, 672, 968, 712]
- racing-heading: MANAWATU RACING CLUB.: [294, 1025, 414, 1035]
